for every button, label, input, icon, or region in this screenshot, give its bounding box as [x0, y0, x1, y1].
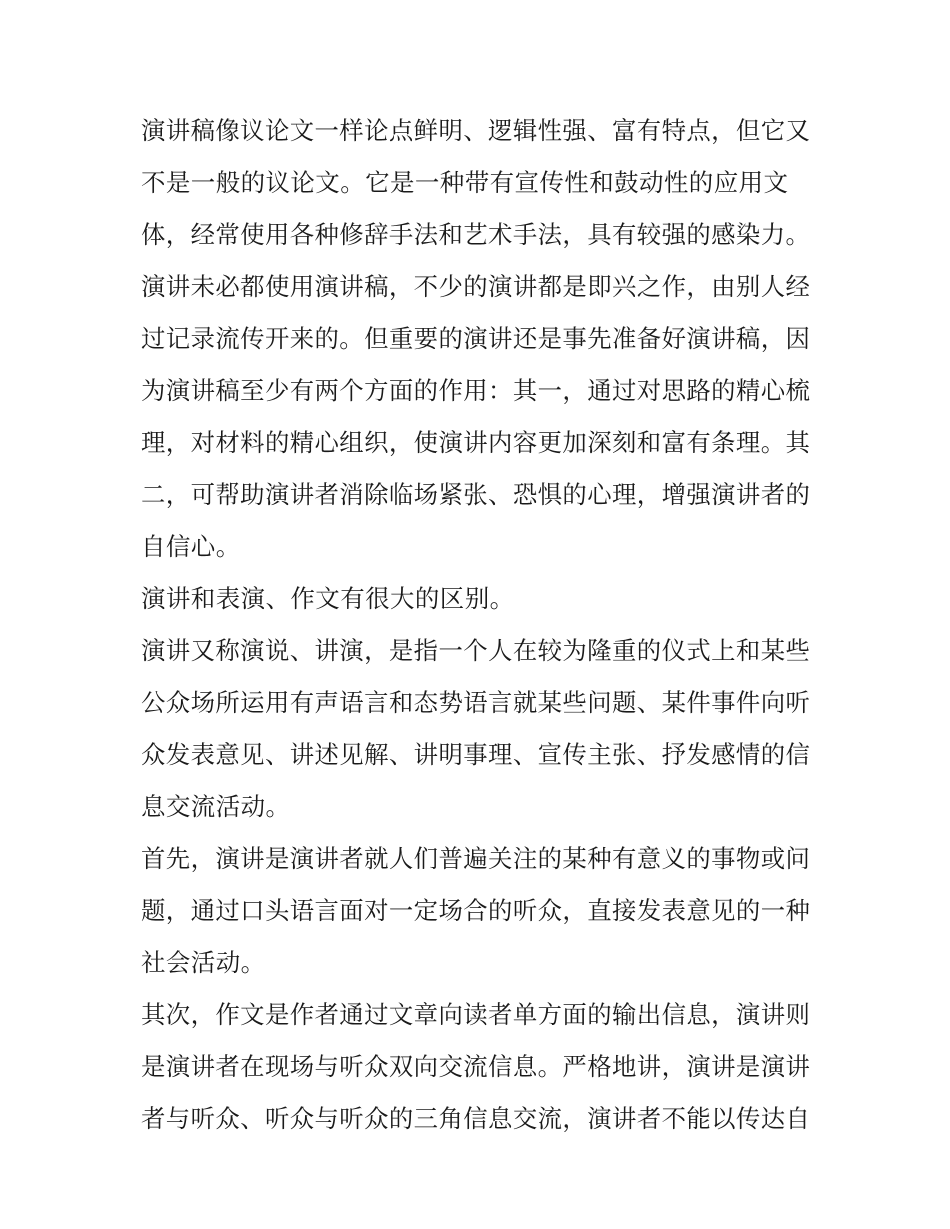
text-line: 社会活动。	[141, 948, 266, 977]
text-line: 不是一般的议论文。它是一种带有宣传性和鼓动性的应用文	[141, 168, 789, 197]
text-line: 公众场所运用有声语言和态势语言就某些问题、某件事件向听	[141, 688, 811, 717]
text-line: 自信心。	[141, 532, 241, 561]
text-line: 题，通过口头语言面对一定场合的听众，直接发表意见的一种	[141, 896, 811, 925]
text-line: 演讲和表演、作文有很大的区别。	[141, 584, 515, 613]
text-line: 理，对材料的精心组织，使演讲内容更加深刻和富有条理。其	[141, 428, 811, 457]
text-line: 其次，作文是作者通过文章向读者单方面的输出信息，演讲则	[141, 1000, 811, 1029]
text-line: 众发表意见、讲述见解、讲明事理、宣传主张、抒发感情的信	[141, 740, 811, 769]
text-line: 者与听众、听众与听众的三角信息交流，演讲者不能以传达自	[141, 1104, 811, 1133]
text-line: 演讲稿像议论文一样论点鲜明、逻辑性强、富有特点，但它又	[141, 116, 811, 145]
text-line: 为演讲稿至少有两个方面的作用：其一，通过对思路的精心梳	[141, 376, 811, 405]
text-line: 是演讲者在现场与听众双向交流信息。严格地讲，演讲是演讲	[141, 1052, 811, 1081]
text-line: 二，可帮助演讲者消除临场紧张、恐惧的心理，增强演讲者的	[141, 480, 811, 509]
text-line: 演讲未必都使用演讲稿，不少的演讲都是即兴之作，由别人经	[141, 272, 811, 301]
text-line: 息交流活动。	[141, 792, 291, 821]
text-line: 过记录流传开来的。但重要的演讲还是事先准备好演讲稿，因	[141, 324, 811, 353]
text-line: 首先，演讲是演讲者就人们普遍关注的某种有意义的事物或问	[141, 844, 811, 873]
text-line: 体，经常使用各种修辞手法和艺术手法，具有较强的感染力。	[141, 220, 811, 249]
text-line: 演讲又称演说、讲演，是指一个人在较为隆重的仪式上和某些	[141, 636, 811, 665]
